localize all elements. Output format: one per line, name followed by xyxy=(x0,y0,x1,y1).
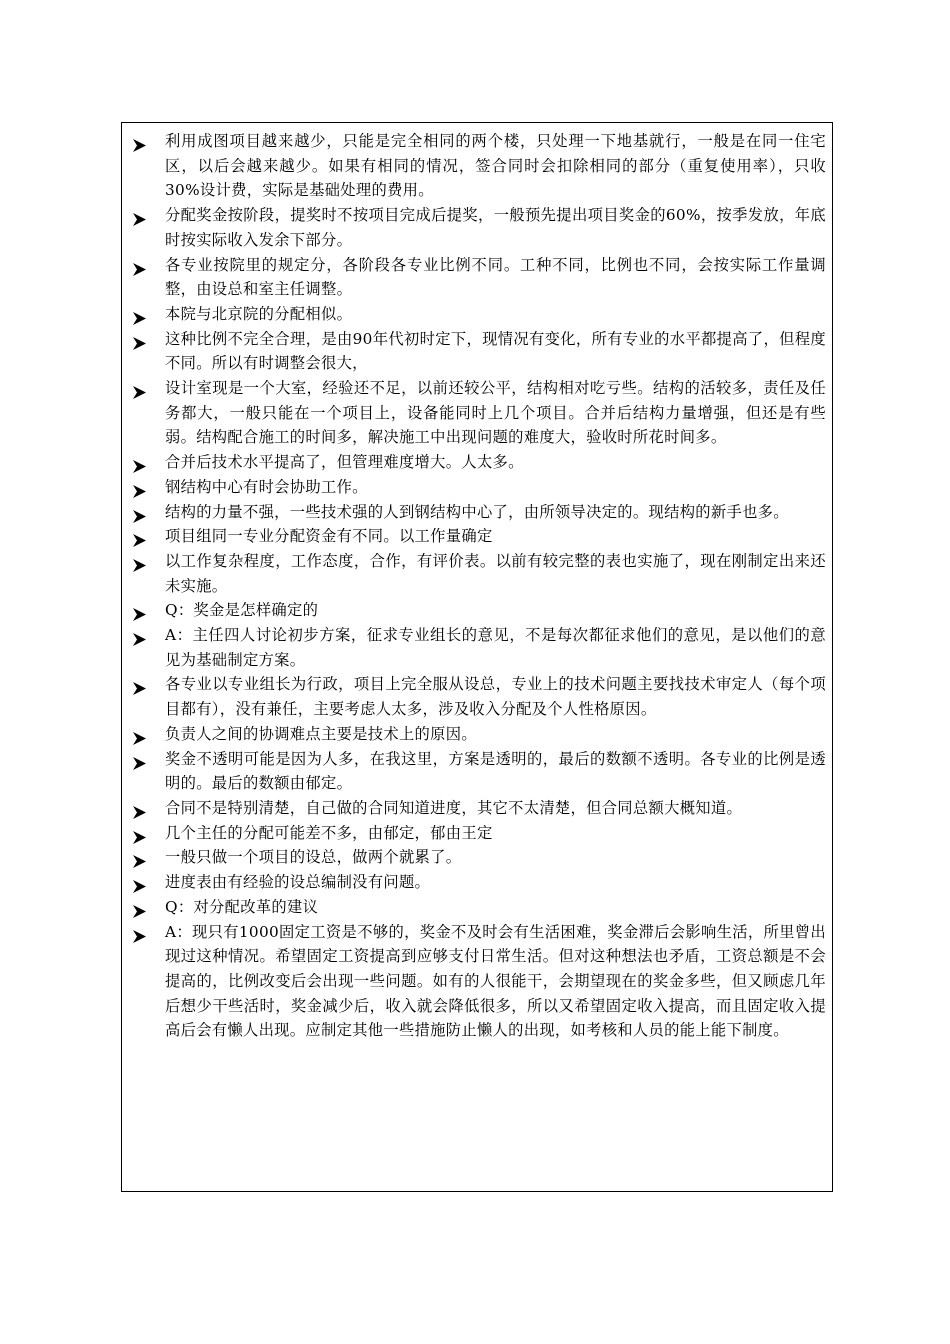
list-item xyxy=(122,821,826,846)
arrow-bullet-icon xyxy=(133,629,146,642)
list-item-text: 各专业以专业组长为行政，项目上完全服从设总，专业上的技术问题主要找技术审定人（每个项目都有），没有兼任，主要考虑人太多，涉及收入分配及个人性格原因。 xyxy=(165,675,826,719)
list-item-text: 以工作复杂程度，工作态度，合作，有评价表。以前有较完整的表也实施了，现在刚制定出来还未实施。 xyxy=(165,551,826,595)
list-item-text: Q：奖金是怎样确定的 xyxy=(165,601,319,620)
arrow-bullet-icon xyxy=(133,901,146,914)
list-item xyxy=(122,845,826,870)
bullet-list xyxy=(122,129,826,1043)
list-item xyxy=(122,500,826,525)
arrow-bullet-icon xyxy=(133,555,146,568)
list-item xyxy=(122,450,826,475)
list-item-text: 项目组同一专业分配资金有不同。以工作量确定 xyxy=(165,527,493,546)
list-item xyxy=(122,722,826,747)
list-item-text: 设计室现是一个大室，经验还不足，以前还较公平，结构相对吃亏些。结构的活较多，责任及任务都大，一般只能在一个项目上，设备能同时上几个项目。合并后结构力量增强，但还是有些弱。结构配合施工的时间多，解决施工中出现问题的难度大，验收时所花时间多。 xyxy=(165,379,826,447)
list-item xyxy=(122,870,826,895)
list-item-text: 负责人之间的协调难点主要是技术上的原因。 xyxy=(165,724,477,743)
list-item-text: 钢结构中心有时会协助工作。 xyxy=(165,477,368,496)
list-item-text: A：主任四人讨论初步方案，征求专业组长的意见，不是每次都征求他们的意见，是以他们的意见为基础制定方案。 xyxy=(165,626,826,669)
list-item-text: 分配奖金按阶段，提奖时不按项目完成后提奖，一般预先提出项目奖金的60%，按季发放，年底时按实际收入发余下部分。 xyxy=(165,206,826,249)
list-item xyxy=(122,376,826,450)
list-item xyxy=(122,203,826,252)
list-item xyxy=(122,549,826,598)
list-item xyxy=(122,302,826,327)
arrow-bullet-icon xyxy=(133,851,146,864)
list-item-text: 结构的力量不强，一些技术强的人到钢结构中心了，由所领导决定的。现结构的新手也多。 xyxy=(165,502,789,521)
list-item-text: 各专业按院里的规定分，各阶段各专业比例不同。工种不同，比例也不同，会按实际工作量调整，由设总和室主任调整。 xyxy=(165,255,826,299)
list-item-text: 几个主任的分配可能差不多，由郁定，郁由王定 xyxy=(165,823,493,842)
arrow-bullet-icon xyxy=(133,678,146,691)
list-item xyxy=(122,253,826,302)
list-item-text: 一般只做一个项目的设总，做两个就累了。 xyxy=(165,848,462,867)
arrow-bullet-icon xyxy=(133,135,146,148)
list-item-text: Q：对分配改革的建议 xyxy=(165,897,319,916)
arrow-bullet-icon xyxy=(133,308,146,321)
arrow-bullet-icon xyxy=(133,481,146,494)
arrow-bullet-icon xyxy=(133,827,146,840)
list-item xyxy=(122,796,826,821)
list-item-text: 进度表由有经验的设总编制没有问题。 xyxy=(165,873,431,892)
list-item-text: 本院与北京院的分配相似。 xyxy=(165,304,353,323)
list-item xyxy=(122,920,826,1044)
arrow-bullet-icon xyxy=(133,802,146,815)
arrow-bullet-icon xyxy=(133,728,146,741)
list-item xyxy=(122,524,826,549)
list-item-text: 奖金不透明可能是因为人多，在我这里，方案是透明的，最后的数额不透明。各专业的比例是透明的。最后的数额由郁定。 xyxy=(165,749,826,793)
list-item xyxy=(122,327,826,376)
arrow-bullet-icon xyxy=(133,259,146,272)
list-item-text: 合并后技术水平提高了，但管理难度增大。人太多。 xyxy=(165,453,524,472)
list-item xyxy=(122,895,826,920)
list-item-text: 这种比例不完全合理，是由90年代初时定下，现情况有变化，所有专业的水平都提高了，但程度不同。所以有时调整会很大， xyxy=(165,329,826,373)
arrow-bullet-icon xyxy=(133,926,146,939)
list-item xyxy=(122,129,826,203)
arrow-bullet-icon xyxy=(133,333,146,346)
list-item xyxy=(122,672,826,721)
arrow-bullet-icon xyxy=(133,876,146,889)
list-item xyxy=(122,747,826,796)
list-item xyxy=(122,475,826,500)
list-item xyxy=(122,598,826,623)
arrow-bullet-icon xyxy=(133,753,146,766)
arrow-bullet-icon xyxy=(133,382,146,395)
list-item xyxy=(122,623,826,672)
list-item-text: 合同不是特别清楚，自己做的合同知道进度，其它不太清楚，但合同总额大概知道。 xyxy=(165,798,743,817)
arrow-bullet-icon xyxy=(133,506,146,519)
arrow-bullet-icon xyxy=(133,209,146,222)
interview-notes-box xyxy=(121,122,833,1192)
arrow-bullet-icon xyxy=(133,456,146,469)
arrow-bullet-icon xyxy=(133,530,146,543)
list-item-text: 利用成图项目越来越少，只能是完全相同的两个楼，只处理一下地基就行，一般是在同一住宅区，以后会越来越少。如果有相同的情况，签合同时会扣除相同的部分（重复使用率），只收30%设计费，实际是基础处理的费用。 xyxy=(165,132,826,200)
arrow-bullet-icon xyxy=(133,604,146,617)
list-item-text: A：现只有1000固定工资是不够的，奖金不及时会有生活困难，奖金滞后会影响生活，所里曾出现过这种情况。希望固定工资提高到应够支付日常生活。但对这种想法也矛盾，工资总额是不会提高的，比例改变后会出现一些问题。如有的人很能干，会期望现在的奖金多些，但又顾虑几年后想少干些活时，奖金减少后，收入就会降低很多，所以又希望固定收入提高，而且固定收入提高后会有懒人出现。应制定其他一些措施防止懒人的出现，如考核和人员的能上能下制度。 xyxy=(165,922,826,1040)
